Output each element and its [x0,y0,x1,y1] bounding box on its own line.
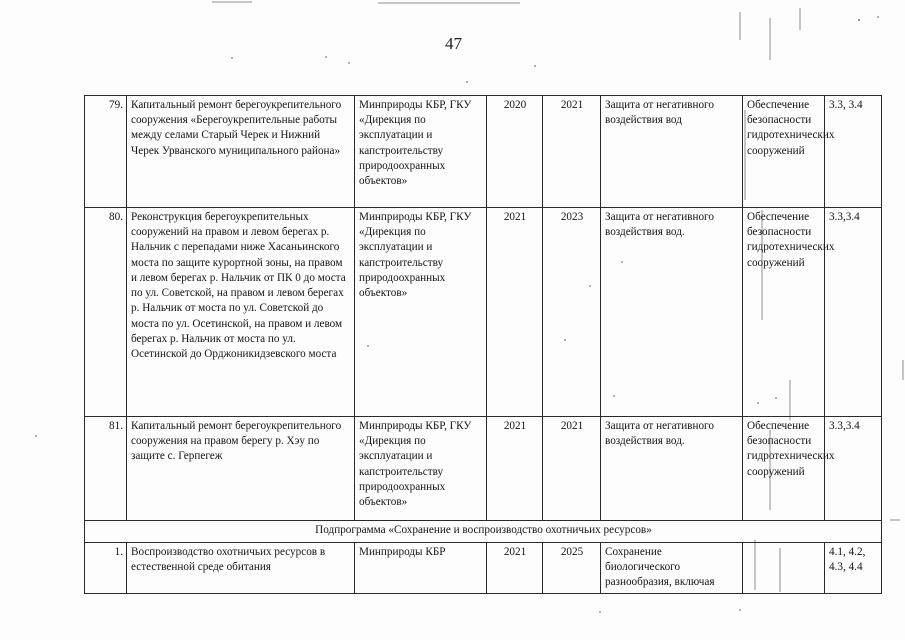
row-number: 80. [85,208,127,417]
measures-table [84,95,882,594]
end-year: 2023 [543,208,601,417]
expected-result: Защита от негативного воздействия вод. [601,417,743,521]
measure-name: Капитальный ремонт берегоукрепительного сооружения на правом берегу р. Хэу по защите с. Герпегеж [127,417,355,521]
indicators: 4.1, 4.2, 4.3, 4.4 [825,543,882,594]
executor: Минприроды КБР, ГКУ «Дирекция по эксплуатации и капстроительству природоохранных объектов» [355,208,487,417]
end-year: 2021 [543,417,601,521]
indicators: 3.3, 3.4 [825,96,882,208]
measure-name: Воспроизводство охотничьих ресурсов в естественной среде обитания [127,543,355,594]
executor: Минприроды КБР [355,543,487,594]
page-number: 47 [445,34,462,53]
start-year: 2021 [487,417,543,521]
program-link [743,543,825,594]
indicators: 3.3,3.4 [825,208,882,417]
executor: Минприроды КБР, ГКУ «Дирекция по эксплуатации и капстроительству природоохранных объектов» [355,417,487,521]
start-year: 2020 [487,96,543,208]
subprogram-title: Подпрограмма «Сохранение и воспроизводство охотничьих ресурсов» [85,521,882,543]
expected-result: Защита от негативного воздействия вод. [601,208,743,417]
expected-result: Защита от негативного воздействия вод [601,96,743,208]
row-number: 79. [85,96,127,208]
table-row [85,417,882,521]
indicators: 3.3,3.4 [825,417,882,521]
measure-name: Капитальный ремонт берегоукрепительного сооружения «Берегоукрепительные работы между селами Старый Черек и Нижний Черек Урванского муниципального района» [127,96,355,208]
table-row [85,96,882,208]
end-year: 2021 [543,96,601,208]
executor: Минприроды КБР, ГКУ «Дирекция по эксплуатации и капстроительству природоохранных объектов» [355,96,487,208]
table-row [85,208,882,417]
start-year: 2021 [487,543,543,594]
program-link: Обеспечение безопасности гидротехнических сооружений [743,208,825,417]
subprogram-row [85,521,882,543]
expected-result: Сохранение биологического разнообразия, включая [601,543,743,594]
program-link: Обеспечение безопасности гидротехнических сооружений [743,96,825,208]
end-year: 2025 [543,543,601,594]
measure-name: Реконструкция берегоукрепительных сооружений на правом и левом берегах р. Нальчик с перепадами ниже Хасаньинского моста по защите курортной зоны, на правом и левом берегах р. Нальчик от ПК 0 до моста по ул. Советской, на правом и левом берегах р. Нальчик от моста по ул. Советской до моста по ул. Осетинской, на правом и левом берегах р. Нальчик от моста по ул. Осетинской до Орджоникидзевского моста [127,208,355,417]
row-number: 81. [85,417,127,521]
table-row [85,543,882,594]
start-year: 2021 [487,208,543,417]
program-link: Обеспечение безопасности гидротехнических сооружений [743,417,825,521]
row-number: 1. [85,543,127,594]
